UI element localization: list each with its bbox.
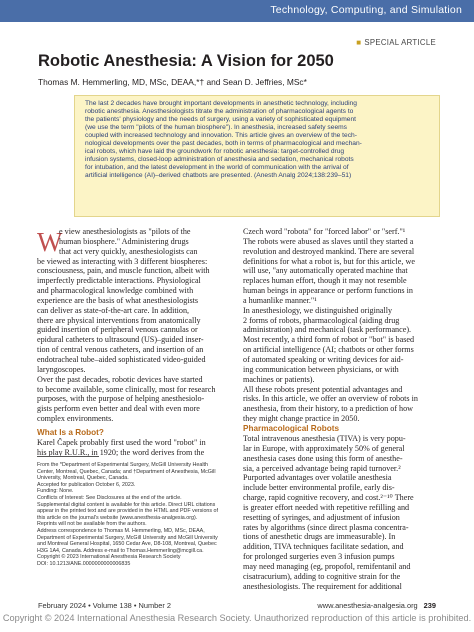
footnote-line: Reprints will not be available from the authors. <box>37 521 147 528</box>
text-line: can deliver as state-of-the-art care. In addition, <box>37 305 190 315</box>
abstract-line: ical robots, which have laid the groundwork for robotic anesthesia: target-controlled drug <box>85 148 345 156</box>
text-line: include better environmental profile, early dis- <box>243 483 395 493</box>
text-line: guided insertion of peripheral venous cannulas or <box>37 325 198 335</box>
footnote-line: H3G 1A4, Canada. Address e-mail to Thomas.Hemmerling@mcgill.ca. <box>37 547 204 554</box>
right-column-pharm-text <box>243 434 439 592</box>
text-line: gists perform even better and deal with even more <box>37 404 200 414</box>
text-line: may need managing (eg, propofol, remifentanil and <box>243 561 411 571</box>
text-line: tion of central venous catheters, and insertion of an <box>37 345 204 355</box>
section-band <box>0 0 474 22</box>
left-column-robot-text <box>37 438 233 458</box>
text-line: anesthesiologists. The requirement for additional <box>243 581 402 591</box>
text-line: consciousness, pain, and muscle function, albeit with <box>37 266 210 276</box>
abstract-line: artificial intelligence (AI)–derived chatbots are presented. (Anesth Analg 2024;138:239–51) <box>85 172 352 180</box>
text-line: risks. In this article, we offer an overview of robots in <box>243 394 418 404</box>
text-line: ing communication between physicians, or with <box>243 364 399 374</box>
abstract-line: robotic anesthesia. Anesthesiologists titrate the administration of pharmacological agents to <box>85 108 354 116</box>
text-line: and pharmacological knowledge combined with <box>37 286 194 296</box>
text-line: rates by algorithms (since direct plasma concentra- <box>243 522 409 532</box>
issue-info: February 2024 • Volume 138 • Number 2 <box>38 601 171 610</box>
text-line: sia, a perceived advantage being rapid turnover.² <box>243 463 401 473</box>
text-line: replaces human effort, though it may not resemble <box>243 276 407 286</box>
text-line: All these robots present potential advantages and <box>243 384 403 394</box>
right-column <box>243 227 439 424</box>
copyright-notice: Copyright © 2024 International Anesthesia Research Society. Unauthorized reproduction of this article is prohibited. <box>2 613 472 623</box>
text-line: machines or patients). <box>243 374 315 384</box>
text-line: Purported advantages over volatile anesthesia <box>243 473 392 483</box>
footnote-line: this article on the journal's website (www.anesthesia-analgesia.org). <box>37 514 198 521</box>
abstract-line: the patients' physiology and the needs of surgery, using a variety of sophisticated equipment <box>85 116 356 124</box>
footnote-line: Supplemental digital content is available for this article. Direct URL citations <box>37 501 216 508</box>
square-bullet-icon: ■ <box>356 38 362 47</box>
left-column <box>37 227 233 424</box>
text-line: lar in Europe, with approximately 50% of general <box>243 443 405 453</box>
footnote-line: Funding: None. <box>37 488 74 495</box>
journal-website-link[interactable]: www.anesthesia-analgesia.org <box>317 601 418 610</box>
text-line: will use, "any automatically operated machine that <box>243 266 408 276</box>
article-type-label <box>356 38 436 47</box>
footnotes <box>37 462 233 568</box>
text-line: they might change practice in 2050. <box>243 414 360 424</box>
text-line: anesthesia cases done using this form of anesthe- <box>243 453 403 463</box>
text-line: Total intravenous anesthesia (TIVA) is very popu- <box>243 434 406 443</box>
footnote-divider <box>37 456 99 457</box>
footnote-line: From the *Department of Experimental Surgery, McGill University Health <box>37 462 208 468</box>
text-line: human biosphere." Administering drugs <box>59 236 189 246</box>
text-line: complex environments. <box>37 414 114 424</box>
text-line: human beings in appearance or perform functions in <box>243 286 413 296</box>
footnote-line: Department of Experimental Surgery, McGill University and McGill University <box>37 534 218 541</box>
text-line: imperfectly predictable interactions. Physiological <box>37 276 201 286</box>
footnote-line: Center, Montreal, Quebec, Canada; and †Department of Anesthesia, McGill <box>37 468 216 475</box>
footnote-line: and Montreal General Hospital, 1650 Cedar Ave, D8-108, Montreal, Quebec <box>37 541 217 548</box>
subhead-what-is-a-robot: What Is a Robot? <box>37 428 104 437</box>
drop-cap: W <box>37 227 63 257</box>
text-line: tions of anesthetic drugs are immeasurable). In <box>243 532 396 542</box>
text-line: definitions for what a robot is, but for this article, we <box>243 256 415 266</box>
article-authors: Thomas M. Hemmerling, MD, MSc, DEAA,*† and Sean D. Jeffries, MSc* <box>38 77 307 87</box>
footnote-line: appear in the printed text and are provided in the HTML and PDF versions of <box>37 508 218 515</box>
text-line: 2 forms of robots, pharmacological (aiding drug <box>243 315 400 325</box>
text-line: Most recently, a third form of robot or "bot" is based <box>243 335 415 345</box>
text-line: experience are the basis of what anesthesiologists <box>37 295 199 305</box>
text-line: is greater effort needed with repetitive refilling and <box>243 502 410 512</box>
article-title: Robotic Anesthesia: A Vision for 2050 <box>38 52 334 70</box>
text-line: his play R.U.R., in 1920; the word derives from the <box>37 447 205 457</box>
text-line: addition, TIVA techniques facilitate sedation, and <box>243 542 404 552</box>
text-line: resetting of syringes, and adjustment of infusion <box>243 512 400 522</box>
text-line: Czech word "robota" for "forced labor" or "serf."¹ <box>243 227 406 236</box>
text-line: The robots were abused as slaves until they started a <box>243 236 414 246</box>
text-line: cisatracurium), adding to cognitive strain for the <box>243 571 401 581</box>
text-line: laryngoscopes. <box>37 364 86 374</box>
text-line: purposes, with the purpose of helping anesthesiolo- <box>37 394 205 404</box>
abstract-line: The last 2 decades have brought important developments in anesthetic technology, including <box>85 100 357 107</box>
band-title: Technology, Computing, and Simulation <box>270 4 462 16</box>
text-line: Over the past decades, robotic devices have started <box>37 374 203 384</box>
text-line: to become available, some clinically, most for research <box>37 384 216 394</box>
subhead-pharmacological-robots: Pharmacological Robots <box>243 424 339 433</box>
text-line: that act very quickly, anesthesiologists can <box>59 246 198 256</box>
text-line: revolution and destroyed mankind. There are several <box>243 246 415 256</box>
text-line: endotracheal tube–aided sophisticated video-guided <box>37 354 206 364</box>
text-line: of automated speaking or writing devices for aid- <box>243 354 404 364</box>
text-line: administration) and mechanical (task performance). <box>243 325 412 335</box>
abstract-line: (we use the term "pilots of the human biosphere"). In anesthesia, increased safety seems <box>85 124 347 132</box>
footnote-line: Copyright © 2023 International Anesthesia Research Society <box>37 554 181 561</box>
text-line: Karel Čapek probably first used the word "robot" in <box>37 438 206 447</box>
text-line: e view anesthesiologists as "pilots of the <box>59 227 191 236</box>
abstract-line: infusion systems, closed-loop administration of anesthesia and sedation, mechanical robots <box>85 156 354 164</box>
page-number: 239 <box>423 601 436 610</box>
footnote-line: Conflicts of Interest: See Disclosures at the end of the article. <box>37 494 182 501</box>
abstract-line: for intubation, and the latest development in the world of communication with the arrival of <box>85 164 349 172</box>
article-type-text: SPECIAL ARTICLE <box>364 38 436 47</box>
footnote-line: Address correspondence to Thomas M. Hemmerling, MD, MSc, DEAA, <box>37 527 205 534</box>
text-line: charge, rapid cognitive recovery, and cost.²⁻¹⁰ There <box>243 493 414 503</box>
footer-right <box>317 601 436 610</box>
text-line: anesthesia, from their history, to a prediction of how <box>243 404 414 414</box>
text-line: be viewed as interacting with 3 different biospheres: <box>37 256 208 266</box>
text-line: a humanlike manner."¹ <box>243 295 317 305</box>
footnote-line: Accepted for publication October 6, 2023. <box>37 481 136 488</box>
abstract-box <box>74 95 440 217</box>
text-line: for prolonged surgeries even 3 infusion pumps <box>243 552 395 562</box>
text-line: on artificial intelligence (AI; chatbots or other forms <box>243 345 414 355</box>
text-line: there are physical interventions from anatomically <box>37 315 201 325</box>
footnote-line: DOI: 10.1213/ANE.0000000000006835 <box>37 560 131 567</box>
abstract-line: nological developments over the past decades, both in terms of pharmacological and mechan- <box>85 140 362 148</box>
footnote-line: University, Montreal, Quebec, Canada. <box>37 475 129 482</box>
abstract-line: coupled with increased technology and innovation. This article gives an overview of the tech- <box>85 132 357 140</box>
text-line: epidural catheters to ultrasound (US)–guided inser- <box>37 335 204 345</box>
text-line: In anesthesiology, we distinguished originally <box>243 305 393 315</box>
